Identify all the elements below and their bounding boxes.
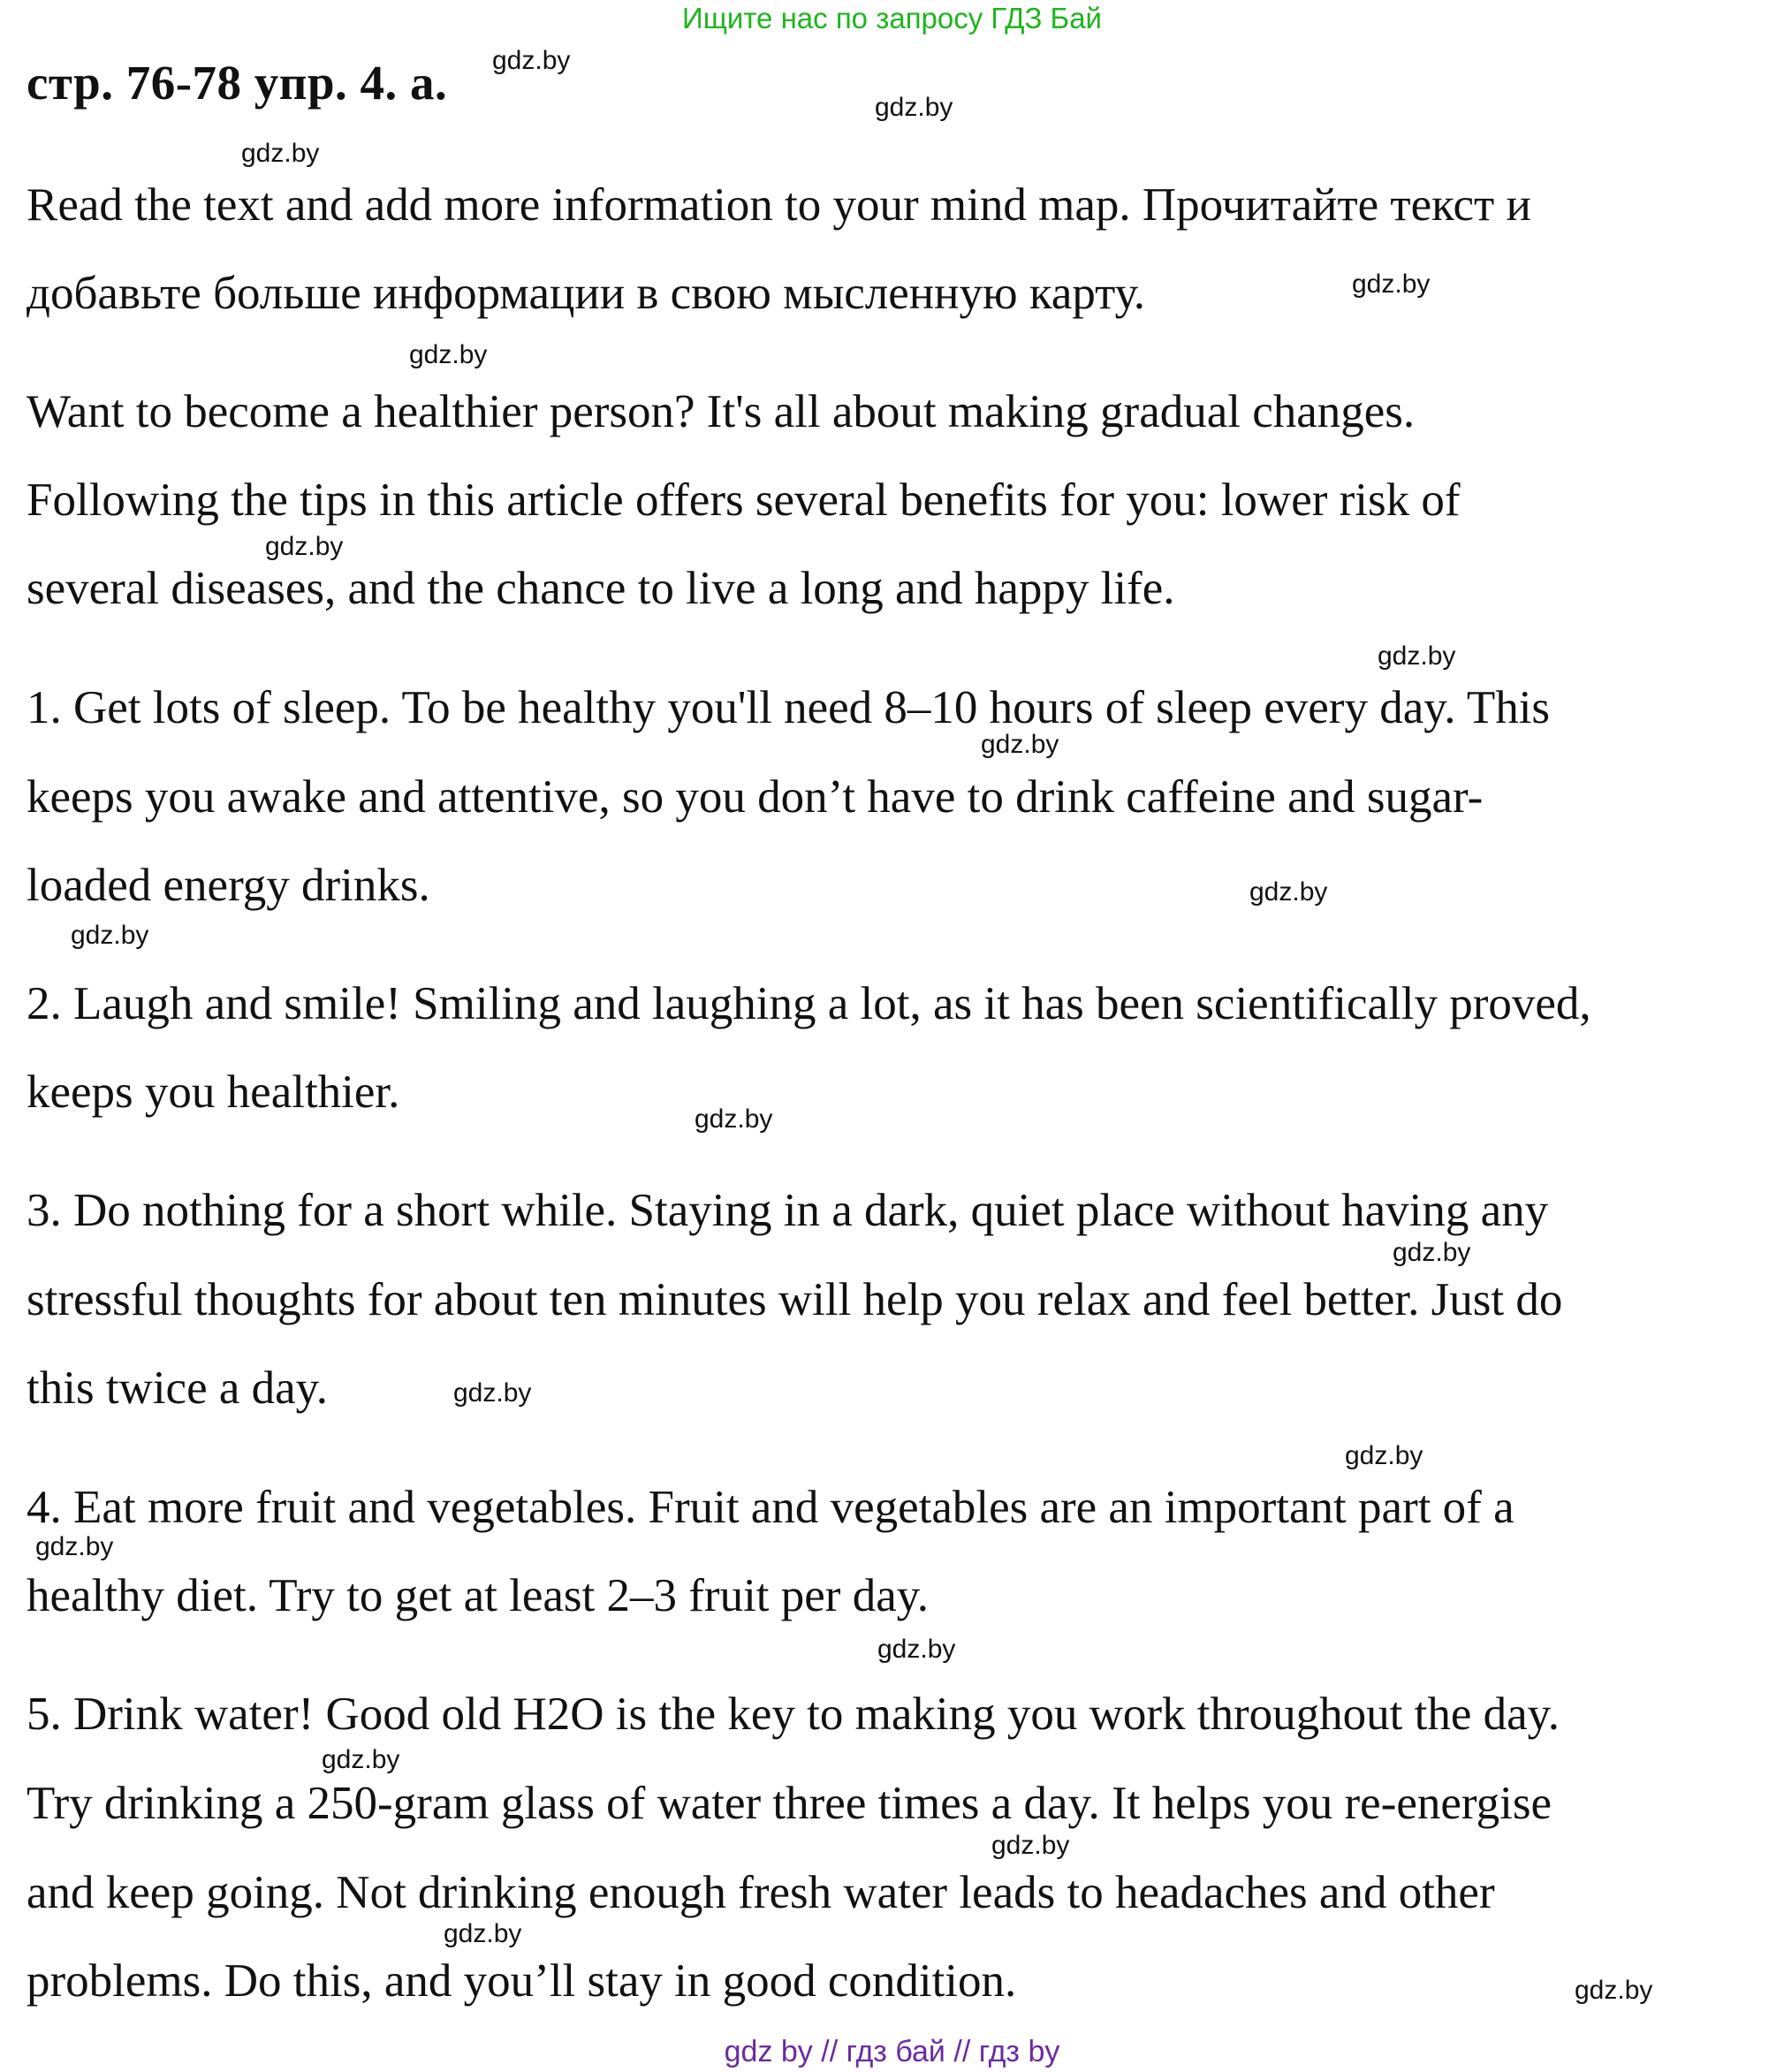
- watermark: gdz.by: [241, 139, 320, 168]
- text-line: 4. Eat more fruit and vegetables. Fruit and vegetables are an important part of a: [27, 1482, 1515, 1533]
- watermark: gdz.by: [322, 1745, 400, 1774]
- text-line: keeps you awake and attentive, so you don’t have to drink caffeine and sugar-: [27, 771, 1484, 823]
- watermark: gdz.by: [265, 532, 344, 561]
- watermark: gdz.by: [35, 1532, 114, 1561]
- text-line: and keep going. Not drinking enough fresh water leads to headaches and other: [27, 1867, 1495, 1918]
- watermark: gdz.by: [875, 93, 953, 122]
- text-line: 2. Laugh and smile! Smiling and laughing a lot, as it has been scientifically proved,: [27, 978, 1591, 1029]
- watermark: gdz.by: [1393, 1238, 1471, 1267]
- text-line: 3. Do nothing for a short while. Staying in a dark, quiet place without having any: [27, 1185, 1549, 1236]
- text-line: 1. Get lots of sleep. To be healthy you'll need 8–10 hours of sleep every day. This: [27, 682, 1551, 733]
- footer-watermark: gdz by // гдз бай // гдз by: [724, 2035, 1060, 2068]
- watermark: gdz.by: [1249, 877, 1328, 907]
- text-line: healthy diet. Try to get at least 2–3 fruit per day.: [27, 1570, 930, 1621]
- watermark: gdz.by: [1352, 269, 1431, 299]
- text-line: keeps you healthier.: [27, 1066, 400, 1118]
- text-line: Following the tips in this article offers several benefits for you: lower risk of: [27, 474, 1461, 526]
- watermark: gdz.by: [877, 1635, 956, 1664]
- page-title: стр. 76-78 упр. 4. а.: [27, 56, 448, 110]
- watermark: gdz.by: [409, 340, 488, 369]
- top-banner: Ищите нас по запросу ГДЗ Бай: [682, 2, 1102, 34]
- text-line: several diseases, and the chance to live a long and happy life.: [27, 563, 1175, 614]
- watermark: gdz.by: [695, 1104, 773, 1134]
- text-line: Read the text and add more information to your mind map. Прочитайте текст и: [27, 179, 1531, 231]
- text-line: Try drinking a 250-gram glass of water three times a day. It helps you re-energise: [27, 1778, 1552, 1829]
- watermark: gdz.by: [444, 1919, 522, 1948]
- watermark: gdz.by: [991, 1831, 1070, 1860]
- text-line: stressful thoughts for about ten minutes will help you relax and feel better. Just do: [27, 1274, 1563, 1325]
- watermark: gdz.by: [1575, 1976, 1653, 2005]
- text-line: 5. Drink water! Good old H2O is the key to making you work throughout the day.: [27, 1689, 1560, 1740]
- watermark: gdz.by: [71, 921, 149, 950]
- watermark: gdz.by: [1345, 1441, 1423, 1470]
- text-line: this twice a day.: [27, 1362, 328, 1414]
- watermark: gdz.by: [1378, 641, 1456, 671]
- text-line: добавьте больше информации в свою мысленную карту.: [27, 268, 1146, 319]
- watermark: gdz.by: [453, 1378, 532, 1408]
- watermark: gdz.by: [981, 730, 1059, 759]
- text-line: Want to become a healthier person? It's all about making gradual changes.: [27, 386, 1416, 437]
- text-line: loaded energy drinks.: [27, 860, 430, 911]
- text-line: problems. Do this, and you’ll stay in good condition.: [27, 1955, 1017, 2007]
- watermark: gdz.by: [492, 46, 571, 75]
